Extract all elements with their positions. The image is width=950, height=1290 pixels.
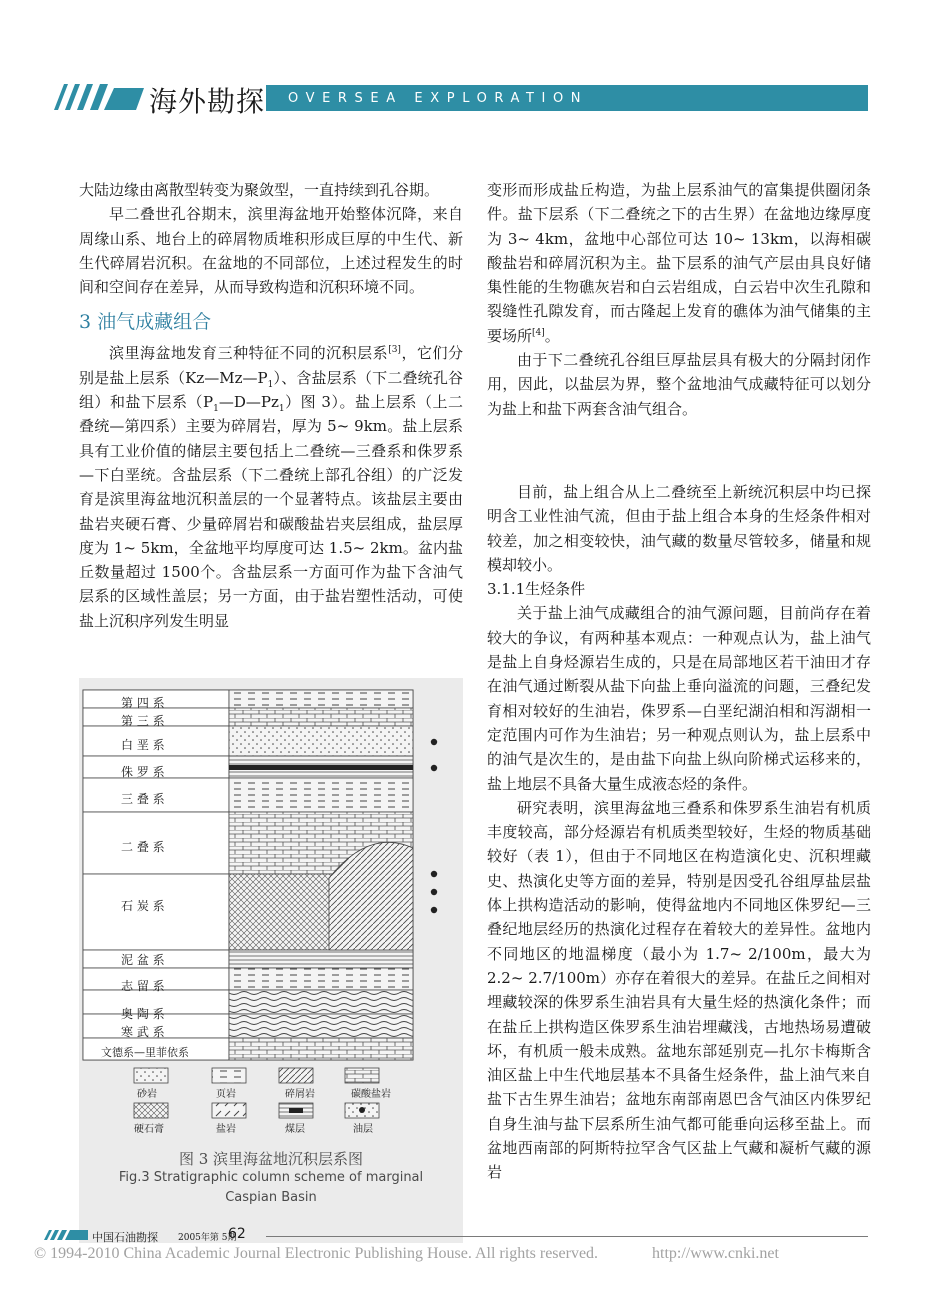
lithology-cell (229, 1014, 413, 1038)
journal-issue: 2005年第 5期 (178, 1233, 237, 1243)
legend-label: 碎屑岩 (285, 1089, 315, 1100)
oil-layer-marker (431, 871, 437, 877)
section-subtitle: OVERSEA EXPLORATION (288, 91, 589, 106)
lithology-cell (229, 690, 413, 708)
oil-layer-marker (431, 907, 437, 913)
layer-label: 二 叠 系 (121, 840, 165, 854)
paragraph: 目前，盐上组合从上二叠统至上新统沉积层中均已探明含工业性油气流，但由于盐上组合本身的生烃条件相对较差，加之相变较快，油气藏的数量尽管较多，储量和规模却较小。 (487, 483, 871, 574)
footer-stripes-icon (44, 1230, 88, 1240)
lithology-cell (229, 708, 413, 726)
paragraph: 早二叠世孔谷期末，滨里海盆地开始整体沉降，来自周缘山系、地台上的碎屑物质堆积形成巨厚的中生代、新生代碎屑岩沉积。在盆地的不同部位，上述过程发生的时间和空间存在差异，从而导致构造和沉积环境不同。 (79, 205, 463, 297)
legend-label: 盐岩 (216, 1124, 236, 1135)
section-title: 海外勘探 (149, 85, 266, 118)
layer-label: 奥 陶 系 (121, 1007, 165, 1021)
coal-band (229, 765, 413, 770)
lithology-cell (229, 990, 413, 1014)
layer-label: 三 叠 系 (121, 792, 165, 806)
citation: [3] (388, 345, 401, 356)
figure-caption-en: Fig.3 Stratigraphic column scheme of marginal (118, 1170, 424, 1185)
oil-layer-marker (431, 889, 437, 895)
paragraph: 大陆边缘由离散型转变为聚敛型，一直持续到孔谷期。 (79, 181, 440, 199)
lithology-cell (229, 950, 413, 968)
lithology-cell (229, 778, 413, 812)
legend-label: 砂岩 (137, 1089, 157, 1100)
layer-label: 侏 罗 系 (121, 765, 165, 779)
legend-oil-symbol (359, 1107, 365, 1113)
legend-swatch (134, 1103, 168, 1118)
layer-label: 白 垩 系 (121, 738, 165, 752)
legend-label: 煤层 (285, 1124, 305, 1135)
citation: [4] (532, 327, 545, 338)
left-column (79, 178, 463, 633)
legend-swatch (345, 1068, 379, 1083)
legend-label: 碳酸盐岩 (351, 1089, 391, 1100)
layer-label: 石 炭 系 (121, 899, 165, 913)
page-number: 62 (228, 1226, 246, 1242)
footer-rule (266, 1236, 868, 1237)
oil-layer-marker (431, 765, 437, 771)
right-column-bottom (487, 480, 871, 1185)
right-column-top (487, 178, 871, 421)
paragraph: 滨里海盆地发育三种特征不同的沉积层系[3]，它们分别是盐上层系$(Kz—Mz—P_1)$、含盐层系（下二叠统孔谷组）和盐下层系$(P_1—D—Pz_1)$图 3）。盐上层系（上二叠统—第四系）主要为碎屑岩，厚为 5~ 9km。盐上层系具有工业价值的储层主要包括上二叠统—三叠系和侏罗系—下白垩统。含盐层系（下二叠统上部孔谷组）的广泛发育是滨里海盆地沉积盖层的一个显著特点。该盐层主要由盐岩夹硬石膏、少量碎屑岩和碳酸盐岩夹层组成，盐层厚度为 1~ 5km，全盆地平均厚度可达 1.5~ 2km。盆内盐丘数量超过 1500个。含盐层系一方面可作为盐下含油气层系的区域性盖层；另一方面，由于盐岩塑性活动，可使盐上沉积序列发生明显 (79, 344, 463, 630)
layer-label: 第 四 系 (121, 696, 165, 710)
journal-name: 中国石油勘探 (92, 1231, 158, 1244)
layer-label: 第 三 系 (121, 714, 165, 728)
lithology-cell (229, 1038, 413, 1060)
subsection-heading: 3.1.1生烃条件 (487, 580, 586, 599)
legend-label: 页岩 (216, 1089, 236, 1100)
legend-swatch (134, 1068, 168, 1083)
legend-label: 油层 (353, 1124, 373, 1135)
figure-caption-en: Caspian Basin (225, 1190, 317, 1205)
paragraph: 由于下二叠统孔谷组巨厚盐层具有极大的分隔封闭作用，因此，以盐层为界，整个盆地油气成藏特征可以划分为盐上和盐下两套含油气组合。 (487, 351, 871, 418)
header-stripes-icon (44, 84, 144, 110)
legend-swatch (212, 1103, 246, 1118)
layer-label: 志 留 系 (121, 979, 165, 993)
paragraph: 变形而形成盐丘构造，为盐上层系油气的富集提供圈闭条件。盐下层系（下二叠统之下的古生界）在盆地边缘厚度为 3~ 4km，盆地中心部位可达 10~ 13km，以海相碳酸盐岩和碎屑沉积为主。盐下层系的油气产层由具良好储集性能的生物礁灰岩和白云岩组成，白云岩中次生孔隙和裂缝性孔隙发育，而古隆起上发育的礁体为油气储集的主要场所[4]。 (487, 181, 871, 345)
oil-layer-marker (431, 739, 437, 745)
copyright-watermark: © 1994-2010 China Academic Journal Electronic Publishing House. All rights reserved. (34, 1245, 599, 1262)
lithology-cell (229, 726, 413, 756)
legend-label: 硬石膏 (134, 1124, 164, 1135)
paragraph: 关于盐上油气成藏组合的油气源问题，目前尚存在着较大的争议，有两种基本观点：一种观点认为，盐上油气是盐上自身烃源岩生成的，只是在局部地区若干油田才存在油气通过断裂从盐下向盐上垂向溢流的问题，三叠纪发育相对较好的生油岩，侏罗系—白垩纪湖泊相和泻湖相一定范围内可作为生油岩；另一种观点则认为，盐上层系中的油气是次生的，是由盐下向盐上纵向阶梯式运移来的，盐上地层不具备大量生成液态烃的条件。 (487, 604, 871, 793)
layer-label: 泥 盆 系 (121, 953, 165, 967)
legend-swatch (279, 1068, 313, 1083)
lithology-cell (229, 968, 413, 990)
site-watermark: http://www.cnki.net (652, 1245, 779, 1262)
figure-caption-zh: 图 3 滨里海盆地沉积层系图 (178, 1150, 364, 1168)
legend-swatch (212, 1068, 246, 1083)
legend-coal-symbol (289, 1108, 303, 1113)
section-heading: 3 油气成藏组合 (79, 311, 212, 334)
layer-label: 寒 武 系 (121, 1025, 165, 1039)
layer-label: 文德系—里菲依系 (101, 1046, 189, 1059)
paragraph: 研究表明，滨里海盆地三叠系和侏罗系生油岩有机质丰度较高，部分烃源岩有机质类型较好，生烃的物质基础较好（表 1），但由于不同地区在构造演化史、沉积埋藏史、热演化史等方面的差异，特别是因受孔谷组厚盐层盐体上拱构造活动的影响，使得盆地内不同地区侏罗纪—三叠纪地层经历的热演化过程存在着较大的差异性。盆地内不同地区的地温梯度（最小为 1.7~ 2/100m，最大为 2.2~ 2.7/100m）亦存在着很大的差异。在盐丘之间相对埋藏较深的侏罗系生油岩具有大量生烃的热演化条件；而在盐丘上拱构造区侏罗系生油岩埋藏浅，古地热场易遭破坏，有机质一般未成熟。盆地东部延别克—扎尔卡梅斯含油区盐上中生代地层基本不具备生烃条件，盐上油气来自盐下古生界生油岩；盆地东南部南恩巴含气油区内侏罗纪自身生油与盐下层系所生油气都可能垂向运移至盐上。而盆地西南部的阿斯特拉罕含气区盐上气藏和凝析气藏的源岩 (487, 798, 871, 1182)
